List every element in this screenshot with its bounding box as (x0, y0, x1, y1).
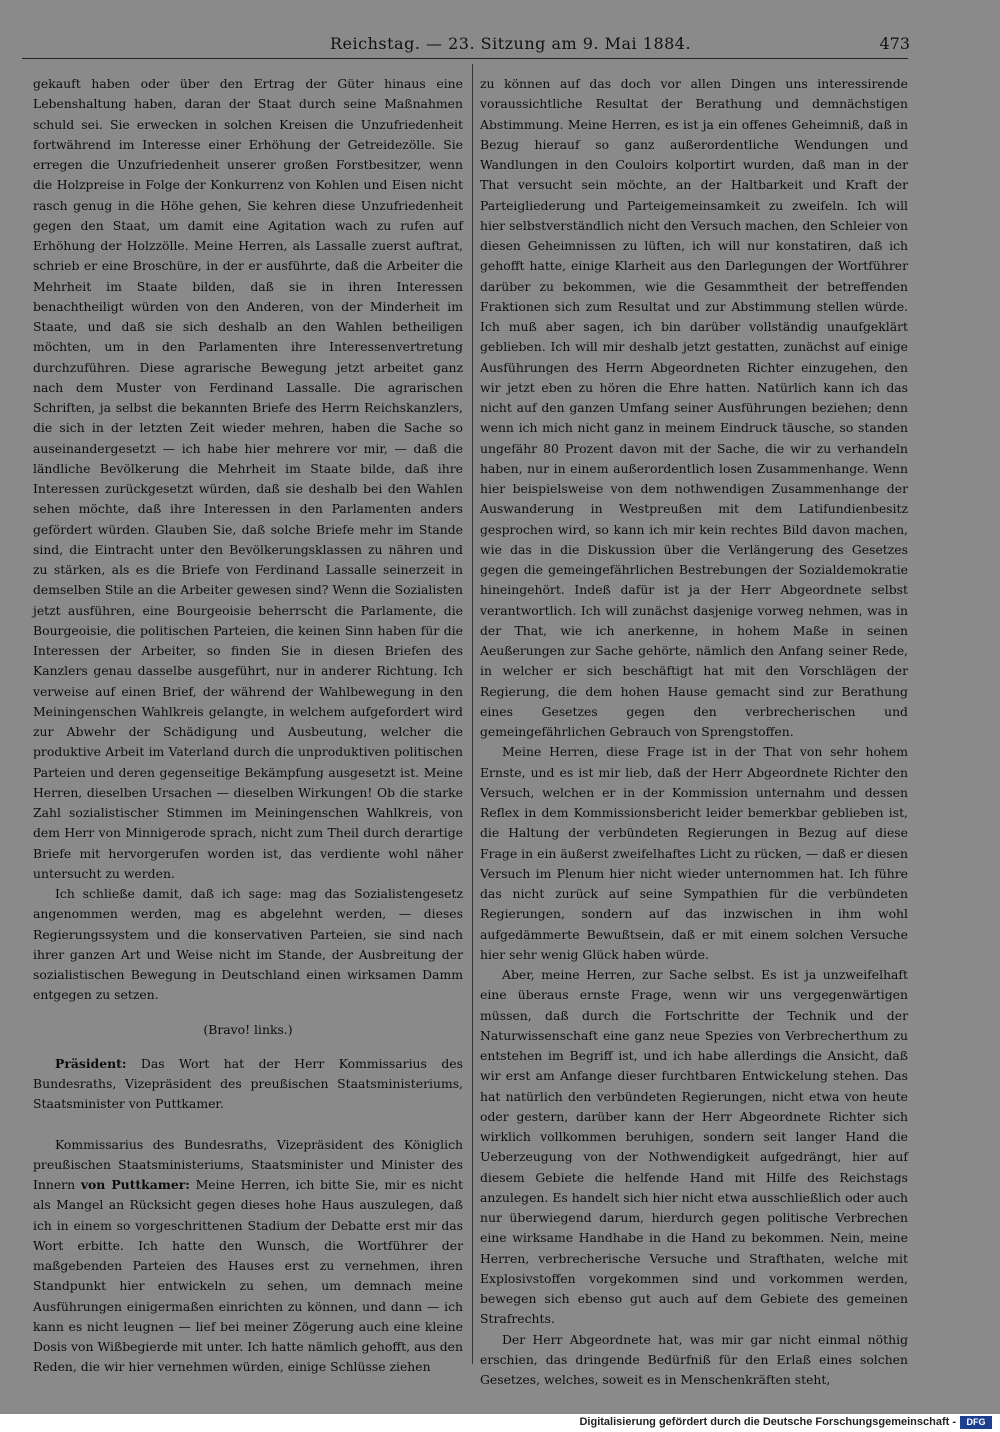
president-paragraph (33, 1054, 463, 1115)
paragraph: Aber, meine Herren, zur Sache selbst. Es ist ja unzweifelhaft eine überaus ernste Frage, wenn wir uns vergegenwärtigen müssen, daß durch die Fortschritte der Technik und der Naturwissenschaft eine ganz neue Spezies von Verbrecherthum zu entstehen im Begriff ist, und ich habe allerdings die Ansicht, daß wir erst am Anfange dieser furchtbaren Entwickelung stehen. Das hat natürlich den verbündeten Regierungen, nicht etwa von heute oder gestern, darüber kann der Herr Abgeordnete Richter sich wirklich vollkommen beruhigen, sondern seit langer Hand die Ueberzeugung von der Nothwendigkeit aufgedrängt, hier auf diesem Gebiete die helfende Hand mit Hilfe des Reichstags anzulegen. Es handelt sich hier nicht etwa ausschließlich oder auch nur überwiegend darum, hierdurch gegen politische Verbrechen eine wirksame Handhabe in die Hand zu bekommen. Nein, meine Herren, verbrecherische Versuche und Strafthaten, welche mit Explosivstoffen vorgekommen sind und vorkommen werden, bewegen sich ebenso gut auch auf dem Gebiete des gemeinen Strafrechts. (480, 967, 908, 1327)
applause-note: (Bravo! links.) (203, 1021, 293, 1037)
speech-text: Das Wort hat der Herr Kommissarius des Bundesraths, Vizepräsident des preußischen Staatsministeriums, Staatsminister von Puttkamer. (33, 1055, 463, 1112)
paragraph: Meine Herren, diese Frage ist in der That von sehr hohem Ernste, und es ist mir lieb, daß der Herr Abgeordnete Richter den Versuch, welchen er in der Kommission unternahm und dessen Reflex in dem Kommissionsbericht leider bemerkbar geblieben ist, die Haltung der verbündeten Regierungen in Bezug auf diese Frage in ein äußerst zweifelhaftes Licht zu rücken, — daß er diesen Versuch im Plenum hier nicht wieder unternommen hat. Ich führe das nicht zurück auf seine Sympathien für die verbündeten Regierungen, sondern auf das inzwischen in ihm wohl aufgedämmerte Bewußtsein, daß er mit einem solchen Versuche hier sehr wenig Glück haben würde. (480, 744, 908, 962)
header-rule (22, 58, 908, 59)
speaker-name: von Puttkamer: (80, 1177, 190, 1192)
paragraph: Der Herr Abgeordnete hat, was mir gar nicht einmal nöthig erschien, das dringende Bedürfniß für den Erlaß eines solchen Gesetzes, welches, soweit es in Menschenkräften steht, (480, 1331, 908, 1387)
footer (0, 1414, 1000, 1432)
speaker-label: Präsident: (55, 1055, 127, 1071)
page-header (20, 34, 910, 56)
dfg-logo: DFG (960, 1416, 992, 1429)
minister-paragraph (33, 1135, 463, 1378)
paragraph: Ich schließe damit, daß ich sage: mag das Sozialistengesetz angenommen werden, mag es abgelehnt werden, — dieses Regierungssystem und die konservativen Parteien, sie sind nach ihrer ganzen Art und Weise nicht im Stande, der Ausbreitung der sozialistischen Bewegung in Deutschland einen wirksamen Damm entgegen zu setzen. (33, 886, 463, 1003)
speech-text: Meine Herren, ich bitte Sie, mir es nicht als Mangel an Rücksicht gegen dieses hohe Haus auszulegen, daß ich in einem so vorgeschrittenen Stadium der Debatte erst mir das Wort erbitte. Ich hatte den Wunsch, die Wortführer der maßgebenden Parteien des Hauses erst zu vernehmen, ihren Standpunkt hier entwickeln zu sehen, um demnach meine Ausführungen einigermaßen einrichten zu können, und dann — ich kann es nicht leugnen — lief bei meiner Zögerung auch eine kleine Dosis von Wißbegierde mit unter. Ich hatte nämlich gehofft, aus den Reden, die wir hier vernehmen würden, einige Schlüsse ziehen (33, 1177, 463, 1375)
paragraph: zu können auf das doch vor allen Dingen uns interessirende voraussichtliche Resultat der Berathung und demnächstigen Abstimmung. Meine Herren, es ist ja ein offenes Geheimniß, daß in Bezug hierauf so ganz außerordentliche Wendungen und Wandlungen in den Couloirs kolportirt wurden, daß man in der That versucht sein möchte, an der Haltbarkeit und Kraft der Parteigliederung und Parteigemeinsamkeit zu zweifeln. Ich will hier selbstverständlich nicht den Versuch machen, den Schleier von diesen Geheimnissen zu lüften, ich will nur konstatiren, daß ich gehofft hatte, einige Klarheit aus den Darlegungen der Wortführer darüber zu bekommen, wie die Gesammtheit der betreffenden Fraktionen sich zum Resultat und zur Abstimmung stellen würde. Ich muß aber sagen, ich bin darüber vollständig unaufgeklärt geblieben. Ich will mir deshalb jetzt gestatten, zunächst auf einige Ausführungen des Herrn Abgeordneten Richter einzugehen, den wir jetzt eben zu hören die Ehre hatten. Natürlich kann ich das nicht auf den ganzen Umfang seiner Ausführungen beziehen; denn wenn ich mich nicht ganz in meinem Eindruck täusche, so standen ungefähr 80 Prozent davon mit der Sache, die wir zu verhandeln haben, nur in einem außerordentlich losen Zusammenhange. Wenn hier beispielsweise von dem nothwendigen Zusammenhange der Auswanderung in Westpreußen mit dem Latifundienbesitz gesprochen wird, so kann ich mir kein rechtes Bild davon machen, wie das in die Diskussion über die Verlängerung des Gesetzes gegen die gemeingefährlichen Bestrebungen der Sozialdemokratie hineingehört. Indeß dafür ist ja der Herr Abgeordnete selbst verantwortlich. Ich will zunächst dasjenige vorweg nehmen, was in der That, wie ich anerkenne, in hohem Maße in seinen Aeußerungen zur Sache gehörte, nämlich den Anfang seiner Rede, in welcher er sich beschäftigt hat mit den Vorschlägen der Regierung, die dem hohen Hause gemacht sind zur Berathung eines Gesetzes gegen den verbrecherischen und gemeingefährlichen Gebrauch von Sprengstoffen. (480, 76, 908, 739)
column-divider (472, 64, 473, 1364)
funding-note: Digitalisierung gefördert durch die Deutsche Forschungsgemeinschaft - (579, 1416, 956, 1428)
speaker-intro: Kommissarius des Bundesraths, Vizepräsident des Königlich preußischen Staatsministeriums, Staatsminister und Minister des Innern (33, 1136, 463, 1192)
paragraph: gekauft haben oder über den Ertrag der Güter hinaus eine Lebenshaltung haben, daran der Staat durch seine Maßnahmen schuld sei. Sie erwecken in solchen Kreisen die Unzufriedenheit fortwährend im Interesse einer Erhöhung der Getreidezölle. Sie erregen die Unzufriedenheit unserer großen Forstbesitzer, wenn die Holzpreise in Folge der Konkurrenz von Kohlen und Eisen nicht rasch genug in die Höhe gehen, Sie kehren diese Unzufriedenheit gegen den Staat, um damit eine Agitation wach zu rufen auf Erhöhung der Holzzölle. Meine Herren, als Lassalle zuerst auftrat, schrieb er eine Broschüre, in der er ausführte, daß die Arbeiter die Mehrheit im Staate bilden, daß sie in ihren Interessen benachtheiligt würden von den Anderen, von der Minderheit im Staate, und daß sie sich deshalb an den Wahlen betheiligen möchten, um in den Parlamenten ihre Interessenvertretung durchzuführen. Diese agrarische Bewegung jetzt arbeitet ganz nach dem Muster von Ferdinand Lassalle. Die agrarischen Schriften, ja selbst die bekannten Briefe des Herrn Reichskanzlers, die sich in der letzten Zeit wieder mehren, haben die Sache so auseinandergesetzt — ich habe hier mehrere vor mir, — daß die ländliche Bevölkerung die Mehrheit im Staate bilde, daß ihre Interessen zurückgesetzt würden, daß sie deshalb bei den Wahlen sehen möchte, daß ihre Interessen in den Parlamenten anders gefördert würden. Glauben Sie, daß solche Briefe mehr im Stande sind, die Eintracht unter den Bevölkerungsklassen zu nähren und zu stärken, als es die Briefe von Ferdinand Lassalle seinerzeit in demselben Stile an die Arbeiter gewesen sind? Wenn die Sozialisten jetzt ausführen, eine Bourgeoisie beherrscht die Parlamente, die Bourgeoisie, die politischen Parteien, die keinen Sinn haben für die Interessen der Arbeiter, so finden Sie in diesen Briefen des Kanzlers genau dasselbe ausgeführt, nur in anderer Richtung. Ich verweise auf einen Brief, der während der Wahlbewegung in den Meiningenschen Wahlkreis gelangte, in welchem aufgefordert wird zur Abwehr der Schädigung und Ausbeutung, welcher die produktive Arbeit im Vaterland durch die unproduktiven politischen Parteien und deren gegenseitige Bekämpfung ausgesetzt ist. Meine Herren, dieselben Ursachen — dieselben Wirkungen! Ob die starke Zahl sozialistischer Stimmen im Meiningenschen Wahlkreis, von dem Herr von Minnigerode sprach, nicht zum Theil durch derartige Briefe mit hervorgerufen worden ist, das verdiente wohl näher untersucht zu werden. (33, 76, 463, 881)
right-column (480, 74, 908, 1387)
left-column (33, 74, 463, 1375)
running-title: Reichstag. — 23. Sitzung am 9. Mai 1884. (330, 34, 692, 53)
page-number: 473 (879, 34, 910, 53)
